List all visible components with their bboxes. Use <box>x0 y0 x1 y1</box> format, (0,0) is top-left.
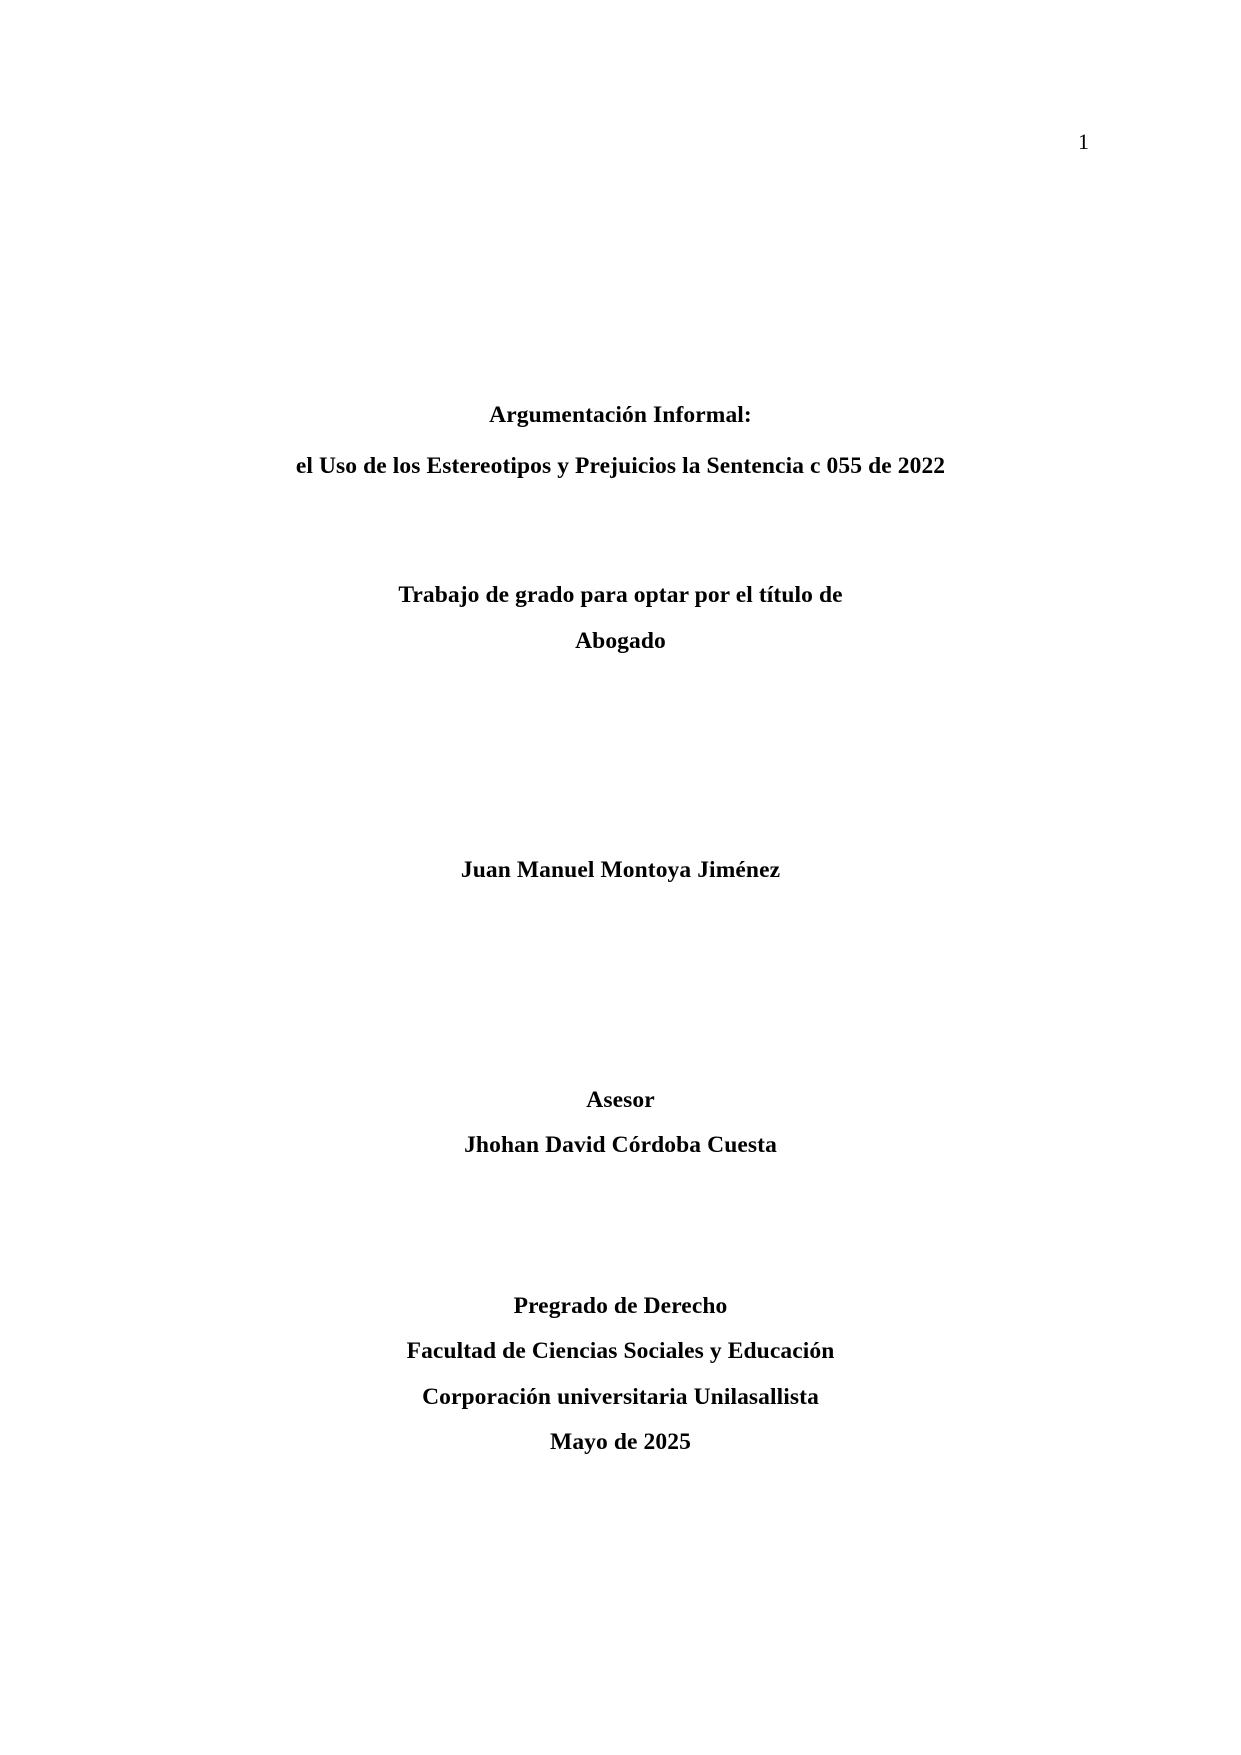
submission-date: Mayo de 2025 <box>550 1429 691 1455</box>
spacer <box>152 653 1089 763</box>
spacer <box>152 608 1089 630</box>
spacer <box>152 1364 1089 1386</box>
spacer <box>152 993 1089 1089</box>
advisor-label: Asesor <box>586 1086 655 1113</box>
title-page-content <box>152 404 1089 1455</box>
advisor-name: Jhohan David Córdoba Cuesta <box>464 1132 777 1158</box>
faculty-name: Facultad de Ciencias Sociales y Educación <box>406 1338 835 1364</box>
spacer <box>152 428 1089 455</box>
spacer <box>152 1112 1089 1134</box>
document-title-line-2: el Uso de los Estereotipos y Prejuicios la Sentencia c 055 de 2022 <box>295 452 946 479</box>
spacer <box>152 1268 1089 1295</box>
spacer <box>152 1409 1089 1431</box>
spacer <box>152 883 1089 993</box>
degree-statement-line-1: Trabajo de grado para optar por el título de <box>398 582 843 608</box>
page-number: 1 <box>1078 129 1089 154</box>
university-name: Corporación universitaria Unilasallista <box>422 1383 819 1410</box>
document-title-line-1: Argumentación Informal: <box>489 402 752 428</box>
author-name: Juan Manuel Montoya Jiménez <box>460 857 781 883</box>
spacer <box>152 1318 1089 1340</box>
spacer <box>152 763 1089 859</box>
spacer <box>152 1158 1089 1268</box>
degree-statement-line-2: Abogado <box>575 627 666 654</box>
spacer <box>152 478 1089 584</box>
program-name: Pregrado de Derecho <box>513 1292 728 1319</box>
